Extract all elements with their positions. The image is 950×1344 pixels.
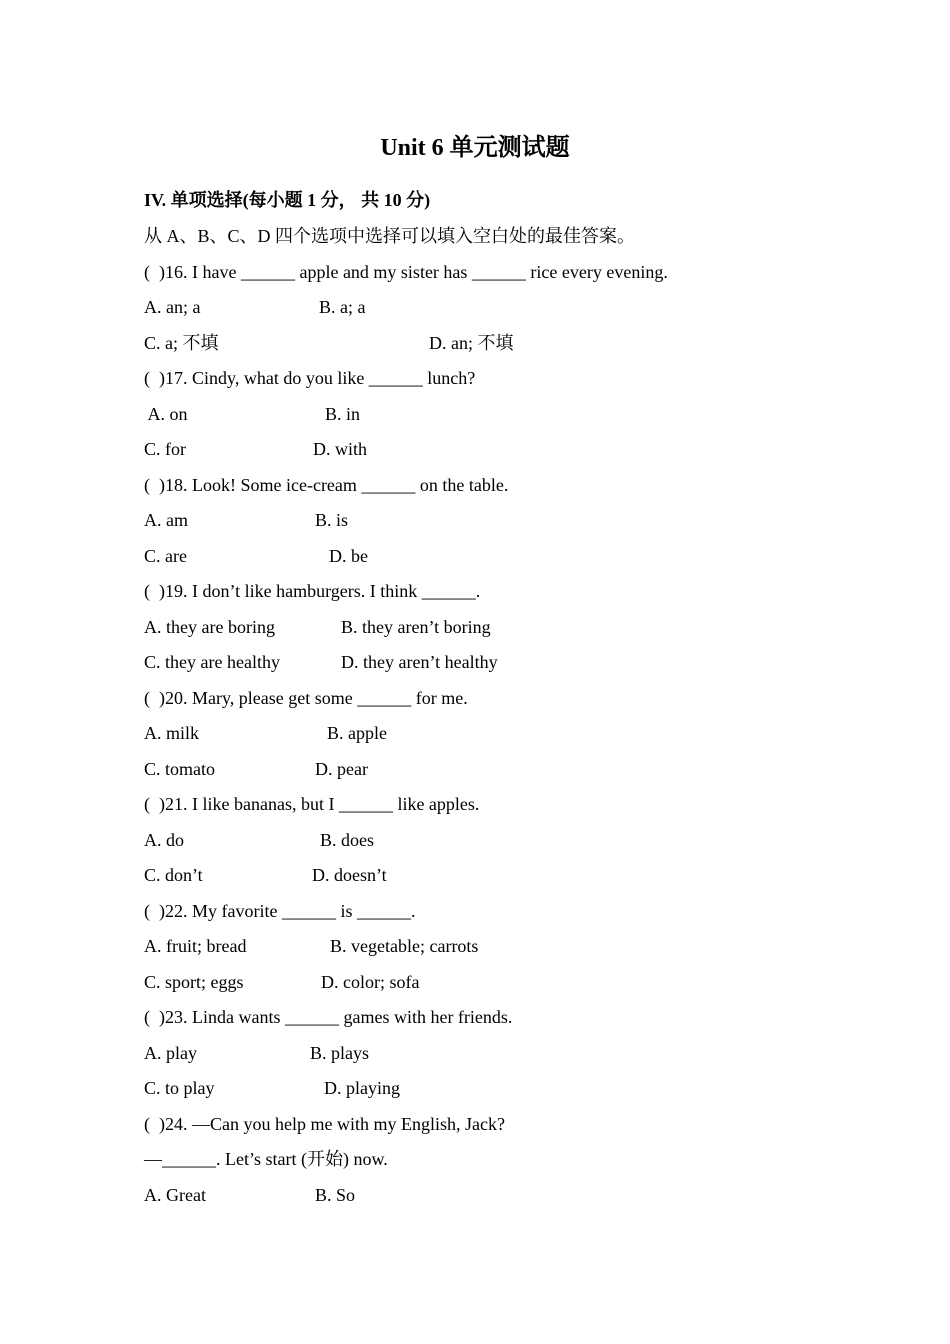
option-23-a: A. play (144, 1043, 197, 1063)
option-19-d: D. they aren’t healthy (341, 652, 498, 672)
option-17-c: C. for (144, 439, 186, 459)
question-stem-16: ( )16. I have ______ apple and my sister has ______ rice every evening. (144, 262, 668, 282)
option-19-a: A. they are boring (144, 617, 275, 637)
option-18-d: D. be (329, 546, 368, 566)
option-16-c: C. a; 不填 (144, 333, 219, 353)
option-23-d: D. playing (324, 1078, 400, 1098)
option-17-b: B. in (325, 404, 361, 424)
option-19-b: B. they aren’t boring (341, 617, 491, 637)
option-16-a: A. an; a (144, 297, 201, 317)
option-16-b: B. a; a (319, 297, 366, 317)
question-stem-17: ( )17. Cindy, what do you like ______ lunch? (144, 368, 476, 388)
option-20-b: B. apple (327, 723, 387, 743)
question-stem-19: ( )19. I don’t like hamburgers. I think ______. (144, 581, 481, 601)
question-stem-20: ( )20. Mary, please get some ______ for me. (144, 688, 468, 708)
option-21-c: C. don’t (144, 865, 203, 885)
option-21-d: D. doesn’t (312, 865, 387, 885)
question-stem-22: ( )22. My favorite ______ is ______. (144, 901, 416, 921)
option-23-b: B. plays (310, 1043, 370, 1063)
option-22-c: C. sport; eggs (144, 972, 244, 992)
option-21-a: A. do (144, 830, 184, 850)
question-stem-21: ( )21. I like bananas, but I ______ like apples. (144, 794, 480, 814)
question-stem-23: ( )23. Linda wants ______ games with her friends. (144, 1007, 513, 1027)
page-title: Unit 6 单元测试题 (380, 135, 570, 161)
question-stem-18: ( )18. Look! Some ice-cream ______ on the table. (144, 475, 509, 495)
question-stem-24: ( )24. —Can you help me with my English, Jack? (144, 1114, 505, 1134)
option-20-d: D. pear (315, 759, 368, 779)
question-stem-24-reply: —______. Let’s start (开始) now. (144, 1149, 388, 1169)
option-24-a: A. Great (144, 1185, 206, 1205)
option-18-a: A. am (144, 510, 188, 530)
option-21-b: B. does (320, 830, 374, 850)
option-17-a: A. on (144, 404, 188, 424)
option-22-d: D. color; sofa (321, 972, 420, 992)
option-17-d: D. with (313, 439, 367, 459)
section-instruction: 从 A、B、C、D 四个选项中选择可以填入空白处的最佳答案。 (144, 226, 636, 246)
option-23-c: C. to play (144, 1078, 215, 1098)
option-19-c: C. they are healthy (144, 652, 280, 672)
option-20-c: C. tomato (144, 759, 215, 779)
option-22-b: B. vegetable; carrots (330, 936, 479, 956)
option-18-c: C. are (144, 546, 187, 566)
option-16-d: D. an; 不填 (429, 333, 514, 353)
option-24-b: B. So (315, 1185, 356, 1205)
option-20-a: A. milk (144, 723, 200, 743)
option-18-b: B. is (315, 510, 349, 530)
section-heading: IV. 单项选择(每小题 1 分， 共 10 分) (144, 190, 431, 210)
option-22-a: A. fruit; bread (144, 936, 247, 956)
